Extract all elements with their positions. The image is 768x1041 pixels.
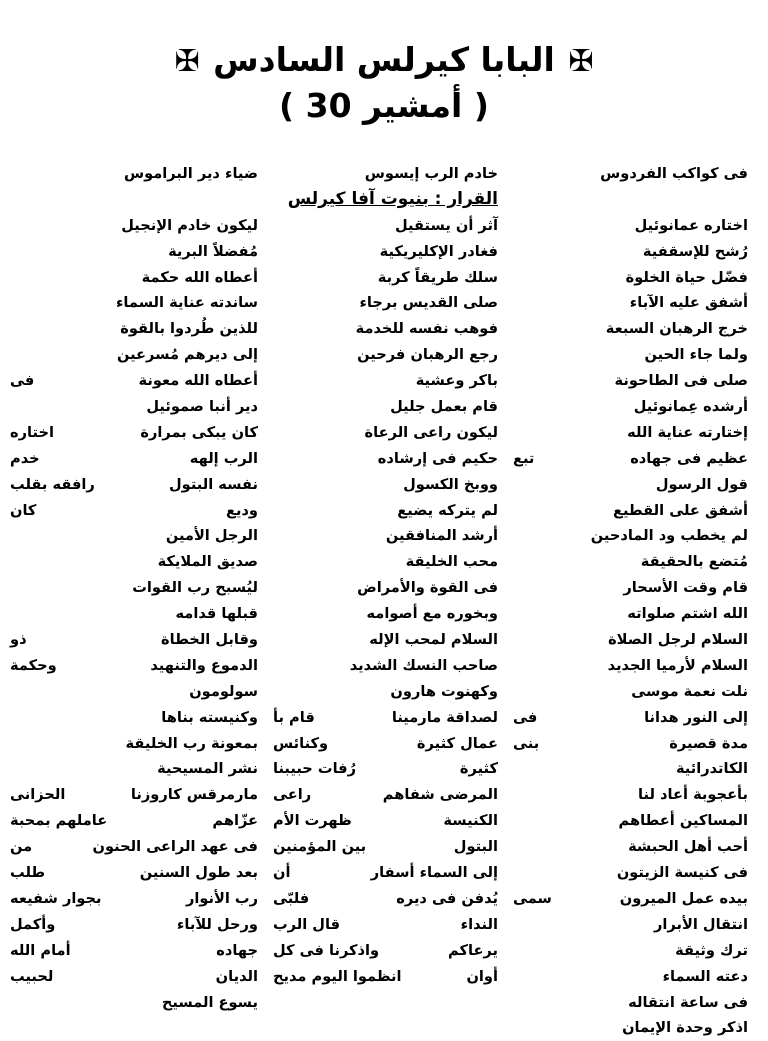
- verse-line: [273, 886, 498, 912]
- verse-text: السلام لأرميا الجديد: [607, 656, 748, 674]
- verse-text: كان يبكى بمرارة: [140, 423, 258, 441]
- verse-text: نشر المسيحية: [157, 760, 258, 778]
- verse-text: بمعونة رب الخليقة: [125, 734, 258, 752]
- verse-line: [513, 575, 748, 601]
- verse-text: رُشح للإسقفية: [642, 242, 748, 260]
- verse-text: حكيم فى إرشاده: [377, 449, 498, 467]
- verse-text: انتقال الأبرار: [654, 915, 748, 933]
- verse-text: خادم الرب إيسوس: [364, 165, 498, 182]
- verse-line: [273, 472, 498, 498]
- verse-line: [10, 990, 258, 1016]
- verse-line: [10, 446, 258, 472]
- verse-line: [273, 808, 498, 834]
- verse-text-continued: وحكمة: [10, 656, 57, 674]
- verse-line: [513, 705, 748, 731]
- verse-line: [273, 601, 498, 627]
- verse-line: [513, 731, 748, 757]
- verse-text-continued: قال الرب: [273, 915, 341, 933]
- verse-text: إلى ديرهم مُسرعين: [116, 346, 258, 364]
- verse-line: [10, 627, 258, 653]
- verse-line: [513, 213, 748, 239]
- verse-text-continued: طلب: [10, 864, 46, 882]
- verse-text: وكنيسته بناها: [161, 708, 258, 726]
- verse-text: خرج الرهبان السبعة: [605, 320, 748, 338]
- verse-text: الرب إلهه: [189, 449, 258, 467]
- verse-text: سلك طريقاً كربة: [377, 268, 498, 286]
- column-right: [513, 161, 748, 1041]
- verse-text: ووبخ الكسول: [403, 475, 498, 493]
- verse-line: [273, 161, 498, 187]
- verse-text: النداء: [460, 915, 498, 933]
- verse-line: [513, 549, 748, 575]
- verse-line: [10, 731, 258, 757]
- verse-text: فى عهد الراعى الحنون: [92, 838, 258, 856]
- verse-line: [273, 290, 498, 316]
- verse-text: مارمرقس كاروزنا: [130, 786, 258, 804]
- verse-line: [10, 420, 258, 446]
- verse-text: فغادر الإكليريكية: [379, 242, 498, 260]
- verse-text: بأعجوبة أعاد لنا: [638, 786, 748, 804]
- verse-text: محب الخليقة: [405, 553, 498, 571]
- verse-line: [10, 679, 258, 705]
- verse-line: [513, 394, 748, 420]
- verse-line: [513, 860, 748, 886]
- verse-text: كثيرة: [459, 760, 498, 778]
- verse-text: يرعاكم: [448, 941, 498, 959]
- verse-line: [513, 627, 748, 653]
- verse-text: المرضى شفاهم: [382, 786, 498, 804]
- verse-text-continued: تبع: [513, 449, 535, 467]
- verse-line: [10, 705, 258, 731]
- verse-text-continued: أن: [273, 864, 291, 882]
- verse-line: [273, 316, 498, 342]
- verse-line: [513, 653, 748, 679]
- verse-text: اختاره عمانوئيل: [634, 216, 748, 234]
- verse-text: المساكين أعطاهم: [618, 812, 748, 830]
- verse-text: يُدفن فى ديره: [396, 889, 498, 907]
- verse-line: [10, 834, 258, 860]
- verse-line: [513, 938, 748, 964]
- verse-line: [273, 523, 498, 549]
- verse-line: [513, 239, 748, 265]
- verse-line: [513, 912, 748, 938]
- verse-text-continued: اختاره: [10, 423, 54, 441]
- verse-text-continued: انظموا اليوم مديح: [273, 967, 402, 985]
- verse-text: جهاده: [216, 941, 258, 959]
- verse-line: [513, 187, 748, 213]
- verse-text: وديع: [225, 501, 258, 519]
- verse-line: [10, 498, 258, 524]
- verse-text: لصداقة مارمينا: [391, 708, 498, 726]
- verse-text: أعطاه الله حكمة: [141, 268, 258, 286]
- verse-text: ليكون راعى الرعاة: [364, 423, 498, 441]
- verse-line: [513, 1015, 748, 1041]
- verse-text: الديان: [215, 967, 258, 985]
- verse-text: ورحل للآباء: [176, 915, 258, 933]
- verse-line: [513, 498, 748, 524]
- verse-line: [513, 161, 748, 187]
- verse-text: باكر وعشية: [415, 372, 498, 390]
- verse-line: [273, 964, 498, 990]
- verse-text: للذين طُردوا بالقوة: [120, 320, 258, 338]
- verse-line: [273, 187, 498, 213]
- verse-line: [273, 756, 498, 782]
- verse-text-continued: أمام الله: [10, 941, 71, 959]
- verse-text: الله اشتم صلواته: [627, 605, 748, 623]
- verse-text: بيده عمل الميرون: [619, 889, 748, 907]
- verse-text: البتول: [453, 838, 498, 856]
- verse-line: [10, 161, 258, 187]
- verse-text: فى القوة والأمراض: [357, 579, 498, 597]
- verse-text: أرشد المنافقين: [385, 527, 498, 545]
- verse-text-continued: وأكمل: [10, 915, 56, 933]
- verse-line: [273, 834, 498, 860]
- verse-line: [273, 549, 498, 575]
- verse-line: [10, 472, 258, 498]
- verse-text-continued: واذكرنا فى كل: [273, 941, 380, 959]
- verse-text-continued: ظهرت الأم: [273, 812, 352, 830]
- verse-line: [10, 938, 258, 964]
- verse-text: الكاتدرائية: [675, 760, 748, 778]
- verse-text: عمال كثيرة: [416, 734, 498, 752]
- verse-line: [513, 290, 748, 316]
- verse-text-continued: بجوار شفيعه: [10, 889, 102, 907]
- verse-line: [513, 964, 748, 990]
- verse-text: ليُسبح رب القوات: [132, 579, 258, 597]
- verse-text-continued: بنى: [513, 734, 540, 752]
- verse-text: قام وقت الأسحار: [623, 579, 748, 597]
- verse-line: [10, 860, 258, 886]
- verse-text: أشفق عليه الآباء: [629, 294, 748, 312]
- verse-text: فضّل حياة الخلوة: [625, 268, 748, 286]
- verse-line: [273, 420, 498, 446]
- verse-line: [273, 679, 498, 705]
- title-date: ( 30 أمشير ): [279, 86, 489, 125]
- verse-line: [10, 342, 258, 368]
- verse-text: وبخوره مع أصوامه: [366, 605, 498, 623]
- verse-line: [10, 265, 258, 291]
- verse-line: [10, 575, 258, 601]
- verse-text-continued: فلبّى: [273, 889, 310, 907]
- verse-text: لم يخطب ود المادحين: [590, 527, 748, 545]
- verse-line: [10, 187, 258, 213]
- verse-line: [513, 601, 748, 627]
- verse-line: [273, 627, 498, 653]
- verse-text-continued: ذو: [10, 631, 27, 649]
- verse-line: [10, 316, 258, 342]
- verse-text: السلام لرجل الصلاة: [608, 631, 748, 649]
- verse-text: صلى فى الطاحونة: [614, 372, 748, 390]
- verse-text: إختارته عناية الله: [627, 423, 748, 441]
- verse-text-continued: رُفات حبيبنا: [273, 760, 357, 778]
- verse-text: عظيم فى جهاده: [630, 449, 748, 467]
- verse-text: الرجل الأمين: [165, 527, 258, 545]
- verse-text: آثر أن يستقيل: [395, 216, 498, 234]
- verse-line: [10, 756, 258, 782]
- verse-text-continued: بين المؤمنين: [273, 838, 367, 856]
- verse-line: [513, 472, 748, 498]
- verse-text: أحب أهل الحبشة: [628, 838, 748, 856]
- verse-line: [273, 575, 498, 601]
- verse-line: [513, 420, 748, 446]
- verse-text: إلى السماء أسفار: [370, 864, 498, 882]
- verse-text: ترك وثيقة: [675, 941, 748, 959]
- verse-line: [513, 782, 748, 808]
- coptic-cross-icon: ✠: [174, 43, 200, 79]
- verse-text-continued: الحزانى: [10, 786, 66, 804]
- verse-text: صلى القديس برجاء: [359, 294, 498, 312]
- verse-text: قبلها قدامه: [175, 605, 258, 623]
- verse-text: فوهب نفسه للخدمة: [355, 320, 498, 338]
- verse-text: فى كواكب الفردوس: [600, 165, 748, 182]
- verse-text: نفسه البتول: [169, 475, 258, 493]
- verse-text: مُتضع بالحقيقة: [640, 553, 748, 571]
- verse-text: السلام لمحب الإله: [369, 631, 498, 649]
- verse-text-continued: من: [10, 838, 33, 856]
- verse-line: [513, 990, 748, 1016]
- coptic-cross-icon: ✠: [568, 43, 594, 79]
- verse-text: صاحب النسك الشديد: [349, 656, 498, 674]
- verse-line: [10, 653, 258, 679]
- verse-text: مُفضلاً البرية: [168, 242, 258, 260]
- verse-line: [513, 679, 748, 705]
- verse-text: ضياء دير البراموس: [123, 165, 258, 182]
- verse-line: [273, 860, 498, 886]
- verse-line: [513, 368, 748, 394]
- refrain-heading: القرار : بنيوت آفا كيرلس: [287, 188, 498, 209]
- verse-line: [273, 705, 498, 731]
- verse-line: [10, 782, 258, 808]
- verse-line: [10, 523, 258, 549]
- verse-text: مدة قصيرة: [669, 734, 748, 752]
- page-title: [0, 38, 768, 84]
- verse-text: وقابل الخطاة: [160, 631, 258, 649]
- title-line-1: البابا كيرلس السادس: [213, 40, 555, 79]
- verse-text: بعد طول السنين: [139, 864, 258, 882]
- verse-text: أرشده عِمانوئيل: [633, 398, 748, 416]
- verse-line: [513, 523, 748, 549]
- verse-text: أشفق على القطيع: [613, 501, 748, 519]
- verse-line: [10, 964, 258, 990]
- verse-text-continued: لحبيب: [10, 967, 54, 985]
- verse-line: [273, 498, 498, 524]
- verse-text: أعطاه الله معونة: [138, 372, 258, 390]
- verse-line: [10, 368, 258, 394]
- verse-line: [10, 549, 258, 575]
- column-middle: [273, 161, 498, 990]
- verse-text: الدموع والتنهيد: [150, 656, 258, 674]
- verse-text-continued: وكنائس: [273, 734, 329, 752]
- verse-text: دير أنبا صموئيل: [146, 398, 258, 416]
- verse-line: [273, 938, 498, 964]
- verse-line: [273, 239, 498, 265]
- verse-text-continued: كان: [10, 501, 37, 519]
- verse-line: [10, 290, 258, 316]
- verse-line: [513, 446, 748, 472]
- verse-text-continued: عاملهم بمحبة: [10, 812, 108, 830]
- verse-line: [10, 394, 258, 420]
- verse-line: [10, 912, 258, 938]
- verse-text: سولومون: [189, 682, 258, 700]
- verse-text: صديق الملايكة: [157, 553, 258, 571]
- verse-line: [513, 834, 748, 860]
- verse-text: اذكر وحدة الإيمان: [622, 1019, 748, 1037]
- verse-text: دعته السماء: [662, 967, 748, 985]
- verse-text-continued: سمى: [513, 889, 552, 907]
- verse-text-continued: خدم: [10, 449, 40, 467]
- verse-text: رب الأنوار: [185, 889, 258, 907]
- verse-line: [10, 213, 258, 239]
- verse-text: رجع الرهبان فرحين: [357, 346, 498, 364]
- verse-text-continued: قام بأ: [273, 708, 315, 726]
- verse-text-continued: راعى: [273, 786, 312, 804]
- verse-text: لم يتركه يضيع: [397, 501, 498, 519]
- verse-line: [273, 342, 498, 368]
- verse-text: إلى النور هدانا: [644, 708, 748, 726]
- verse-line: [273, 265, 498, 291]
- verse-line: [273, 446, 498, 472]
- verse-line: [273, 782, 498, 808]
- verse-line: [273, 653, 498, 679]
- verse-line: [273, 368, 498, 394]
- verse-line: [513, 808, 748, 834]
- verse-line: [10, 886, 258, 912]
- column-left: [10, 161, 258, 1015]
- verse-line: [273, 912, 498, 938]
- verse-line: [273, 731, 498, 757]
- verse-line: [513, 342, 748, 368]
- verse-text: فى ساعة انتقاله: [628, 993, 748, 1011]
- verse-text: وكهنوت هارون: [390, 682, 498, 700]
- verse-text: ساندته عناية السماء: [115, 294, 258, 312]
- verse-text: ليكون خادم الإنجيل: [121, 216, 258, 234]
- verse-text: الكنيسة: [443, 812, 498, 830]
- verse-line: [10, 808, 258, 834]
- verse-text: قول الرسول: [655, 475, 748, 493]
- verse-text: يسوع المسيح: [161, 993, 258, 1011]
- verse-text-continued: فى: [513, 708, 538, 726]
- verse-text: نلت نعمة موسى: [631, 682, 748, 700]
- verse-line: [513, 316, 748, 342]
- verse-line: [513, 756, 748, 782]
- verse-line: [273, 213, 498, 239]
- verse-line: [513, 265, 748, 291]
- verse-line: [10, 239, 258, 265]
- verse-text-continued: فى: [10, 372, 35, 390]
- verse-line: [10, 601, 258, 627]
- verse-line: [513, 886, 748, 912]
- verse-text: عزّاهم: [212, 812, 258, 830]
- verse-text: فى كنيسة الزيتون: [616, 864, 748, 882]
- verse-text: أوان: [466, 967, 498, 985]
- verse-text-continued: رافقه بقلب: [10, 475, 95, 493]
- verse-text: ولما جاء الحين: [644, 346, 748, 364]
- verse-line: [273, 394, 498, 420]
- verse-text: قام بعمل جليل: [390, 398, 498, 416]
